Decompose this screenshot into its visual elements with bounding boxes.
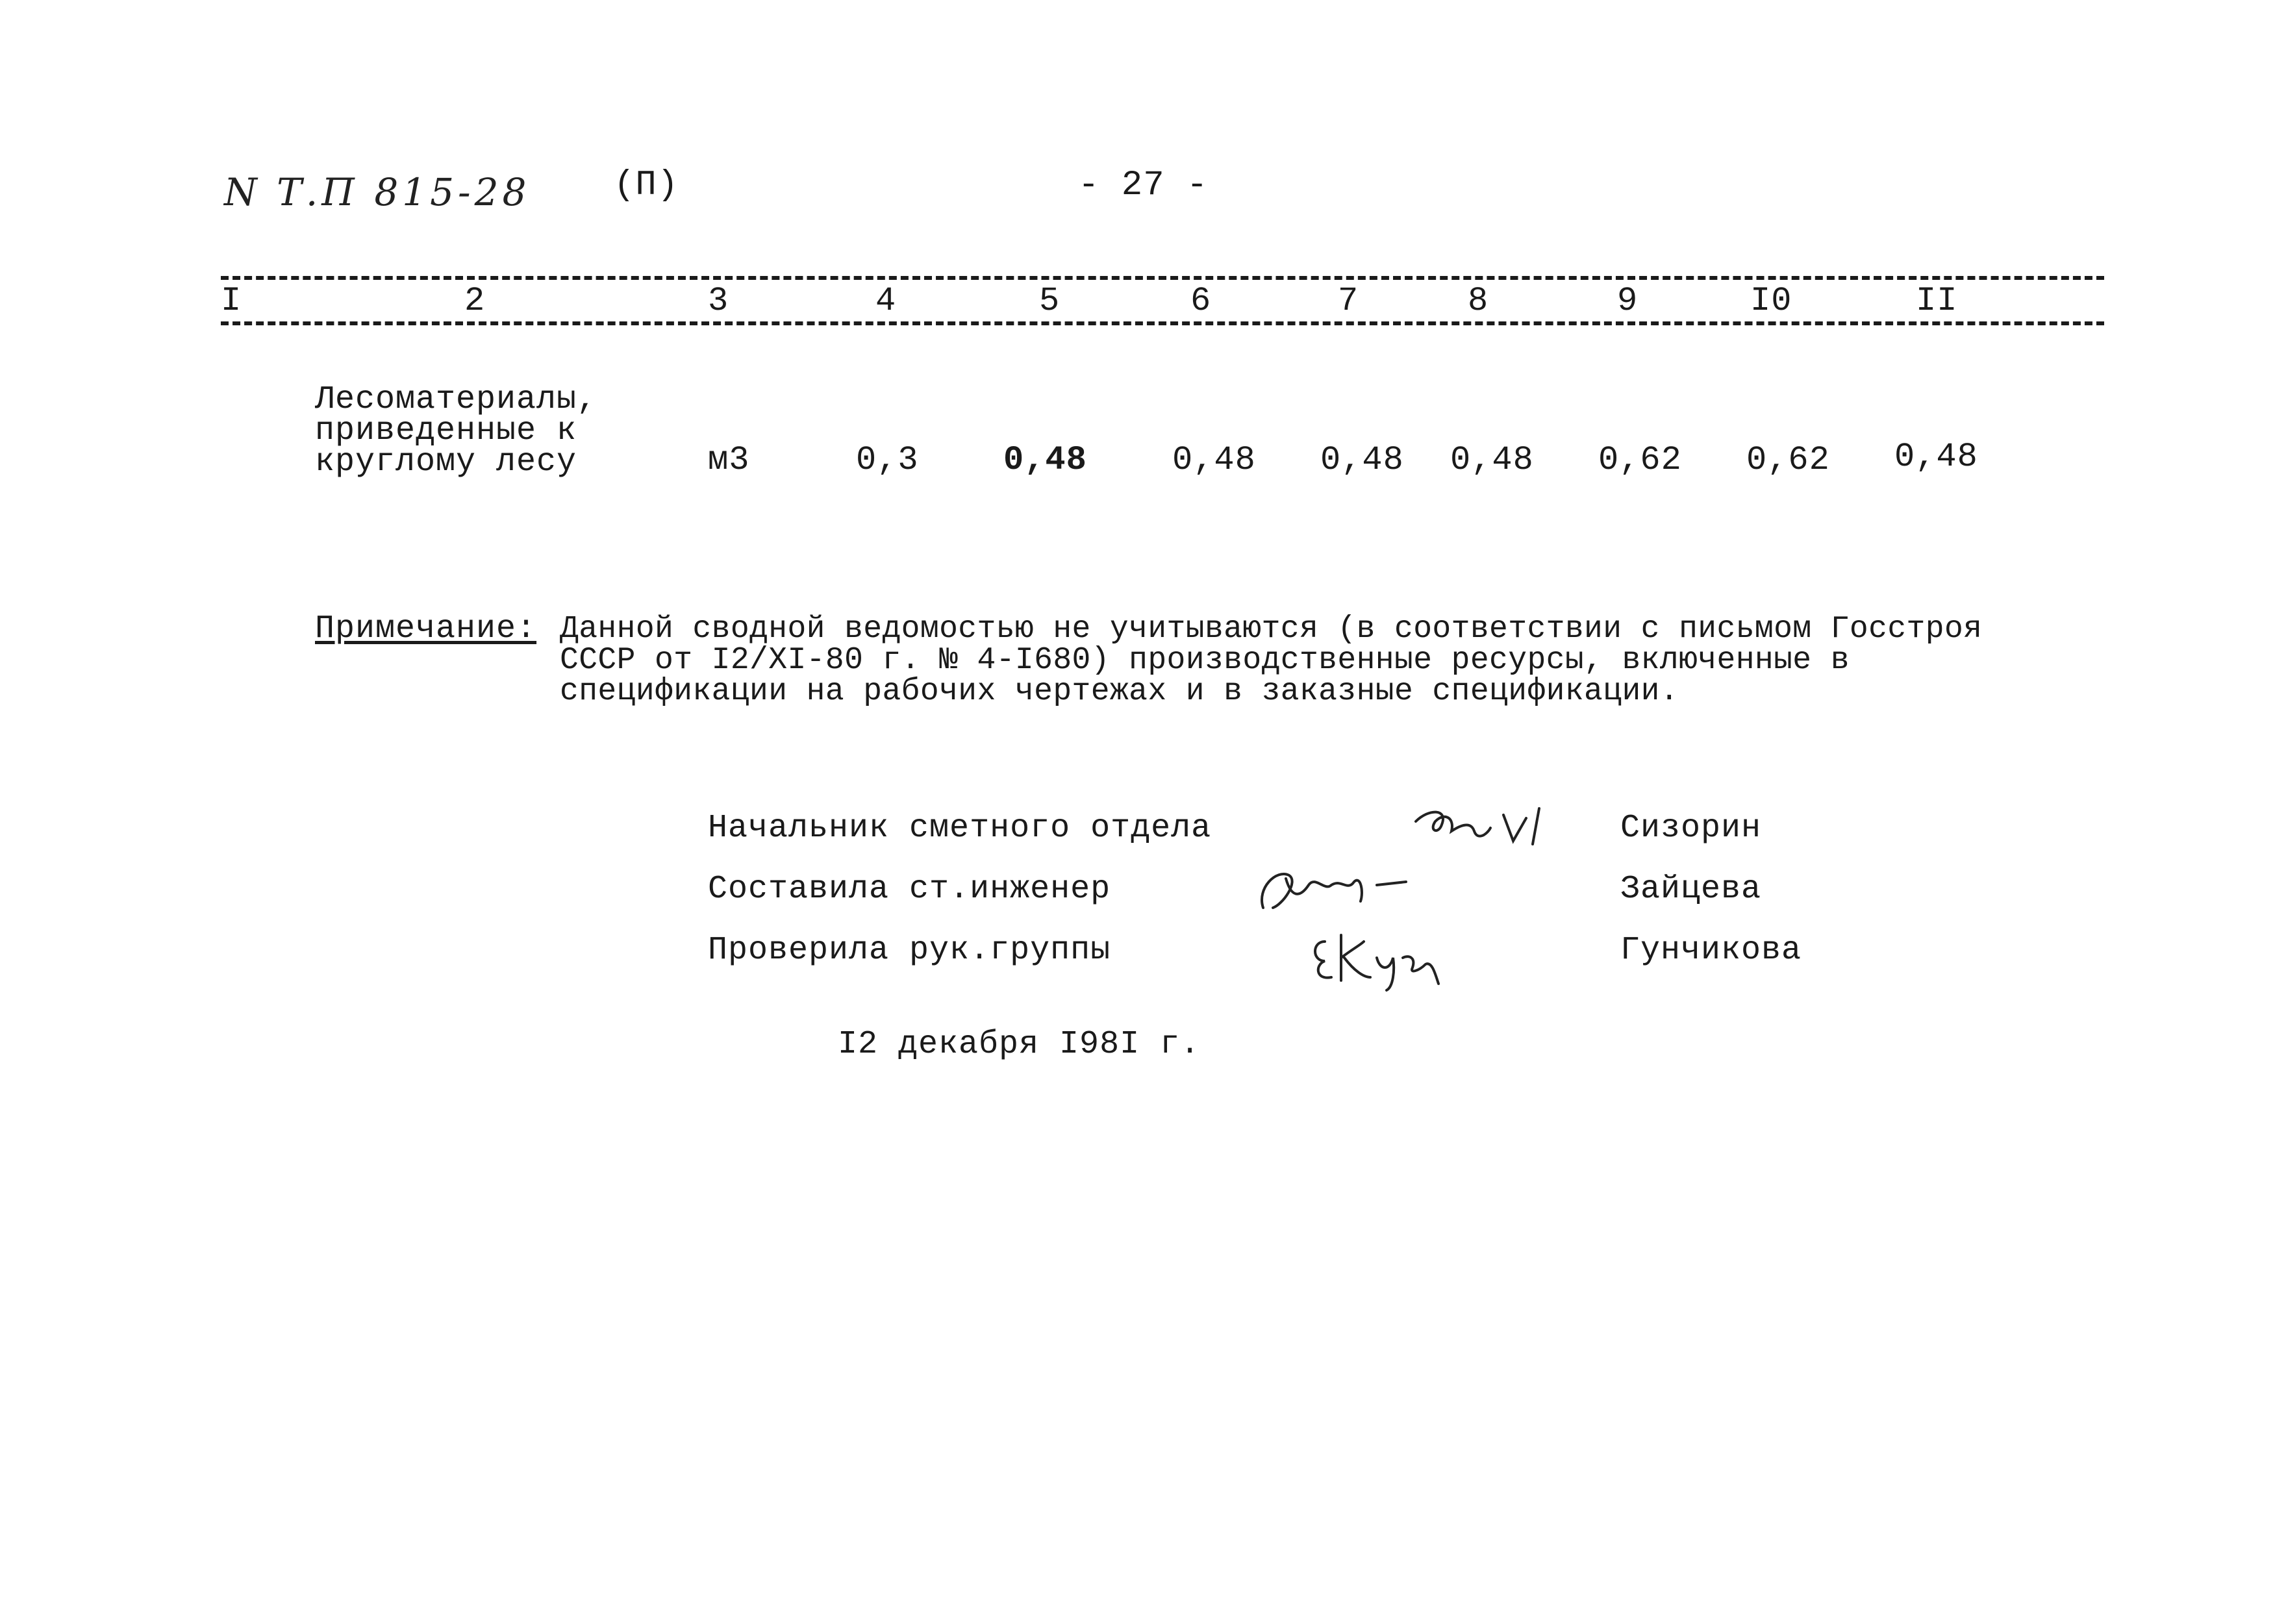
column-number: 3 [708,282,729,320]
column-number: 2 [464,282,486,320]
row-name-line: круглому лесу [315,443,577,481]
column-number: 9 [1617,282,1639,320]
signature-role: Проверила рук.группы [708,932,1111,969]
page-number: - 27 - [1078,166,1209,205]
column-number: 7 [1338,282,1359,320]
value-cell: 0,48 [1003,441,1087,479]
table-header-rule [221,321,2104,325]
signature-name: Гунчикова [1620,932,1802,969]
column-number: II [1916,282,1958,320]
column-number: 8 [1468,282,1489,320]
column-number: 4 [875,282,897,320]
note-line: спецификации на рабочих чертежах и в заказные спецификации. [560,674,1679,709]
value-cell: 0,3 [856,441,919,479]
signature-role: Составила ст.инженер [708,871,1111,908]
value-cell: 0,48 [1894,438,1978,476]
column-number: I0 [1750,282,1792,320]
value-cell: 0,48 [1450,441,1534,479]
section-marker: (П) [614,166,679,205]
handwritten-signature-group-lead [1305,922,1455,1000]
row-name-line: приведенные к [315,412,577,449]
column-number: 5 [1039,282,1061,320]
row-name-line: Лесоматериалы, [315,381,597,418]
document-code: N Т.П 815-28 [224,170,531,214]
signature-role: Начальник сметного отдела [708,810,1212,847]
handwritten-signature-head [1409,795,1565,867]
value-cell: 0,48 [1172,441,1256,479]
document-date: I2 декабря I98I г. [838,1026,1201,1063]
value-cell: 0,62 [1598,441,1682,479]
column-number: I [221,282,242,320]
value-cell: 0,62 [1746,441,1830,479]
signature-name: Зайцева [1620,871,1762,908]
value-cell: 0,48 [1320,441,1404,479]
signature-name: Сизорин [1620,810,1762,847]
note-label: Примечание: [315,610,537,647]
column-number: 6 [1190,282,1212,320]
unit-cell: м3 [708,441,750,479]
handwritten-signature-engineer [1250,856,1419,927]
note-line: СССР от I2/XI-80 г. № 4-I680) производственные ресурсы, включенные в [560,643,1850,678]
note-line: Данной сводной ведомостью не учитываются (в соответствии с письмом Госстроя [560,612,1983,647]
table-top-rule [221,276,2104,280]
